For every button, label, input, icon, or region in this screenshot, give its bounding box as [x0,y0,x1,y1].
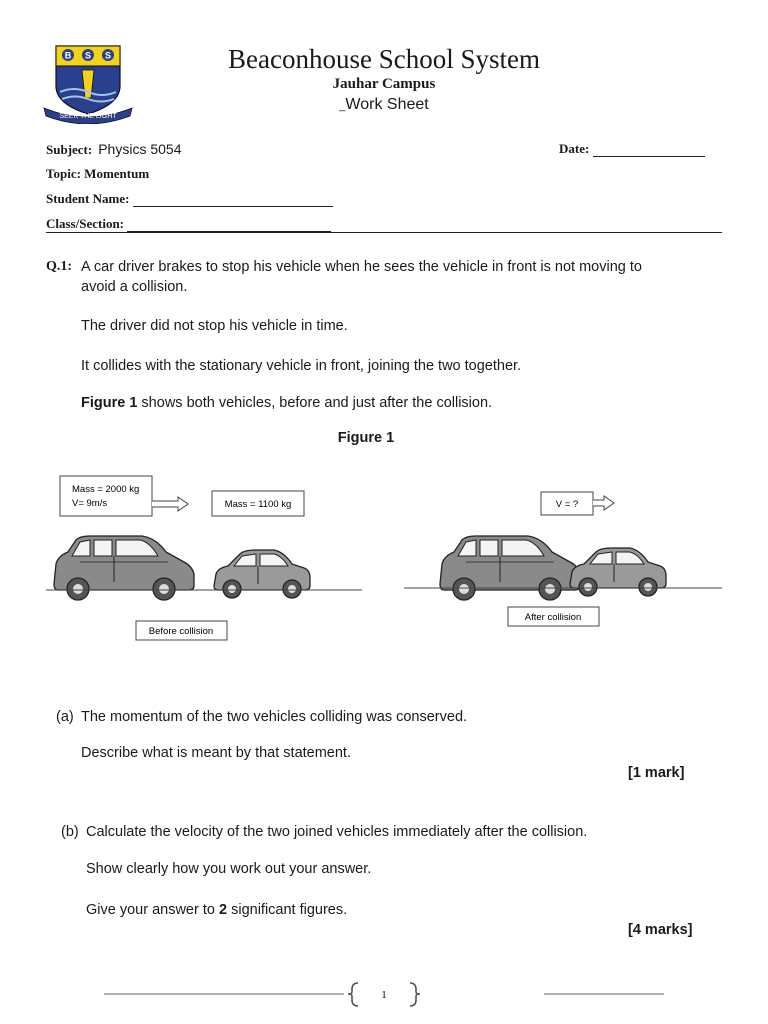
part-a-label: (a) [56,709,74,725]
part-b-marks: [4 marks] [628,922,693,938]
page-number: 1 [381,989,387,1001]
subject-value: Physics 5054 [98,141,182,157]
figure-reference: Figure 1 [81,395,138,411]
class-section-field [46,216,331,232]
student-name-blank[interactable] [133,192,333,207]
velocity-unknown-label: V = ? [555,499,579,510]
logo-letter-1: B [64,50,72,61]
collision-figure [0,460,768,650]
question-para-3: It collides with the stationary vehicle in front, joining the two together. [81,358,522,374]
question-para-4-text: shows both vehicles, before and just after the collision. [137,395,493,411]
question-para-2: The driver did not stop his vehicle in time. [81,318,348,334]
school-name: Beaconhouse School System [228,44,540,74]
student-name-field [46,191,333,207]
mpv-car-after [440,536,580,600]
arrow-right-icon [152,497,188,511]
date-label: Date: [559,141,590,156]
part-b-line-3 [86,902,347,918]
mass-1100-label: Mass = 1100 kg [224,499,292,510]
part-b-line-2: Show clearly how you work out your answer. [86,861,372,877]
part-b-line-3a: Give your answer to [86,902,219,918]
arrow-right-icon [593,496,614,510]
figure-title: Figure 1 [337,430,395,446]
header-divider [46,232,722,233]
part-a-line-1: The momentum of the two vehicles colliding was conserved. [81,709,468,725]
class-section-label: Class/Section: [46,216,124,231]
part-b-line-1: Calculate the velocity of the two joined vehicles immediately after the collision. [86,824,588,840]
date-blank[interactable] [593,142,705,157]
date-field [559,141,705,157]
before-collision-label: Before collision [148,626,214,637]
worksheet-title: _Work Sheet [339,96,429,113]
question-line-1: A car driver brakes to stop his vehicle when he sees the vehicle in front is not moving to [81,259,642,275]
logo-motto: SEEK THE LIGHT [59,113,117,120]
hatchback-car-after [570,548,666,596]
hatchback-car-before [214,550,310,598]
part-b-label: (b) [61,824,79,840]
topic-label: Topic: Momentum [46,166,150,181]
after-collision-label: After collision [524,612,582,623]
page-footer [104,980,664,1010]
part-a-marks: [1 mark] [628,765,685,781]
subject-label: Subject: [46,142,93,157]
question-para-4 [81,395,492,411]
student-name-label: Student Name: [46,191,130,206]
logo-letter-3: S [104,50,112,61]
mass-2000-label: Mass = 2000 kg [72,484,140,495]
campus-name: Jauhar Campus [332,76,436,92]
class-section-blank[interactable] [127,217,331,232]
question-line-2: avoid a collision. [81,279,188,295]
part-a-line-2: Describe what is meant by that statement. [81,745,351,761]
subject-field [46,141,182,158]
part-b-line-3b: significant figures. [227,902,348,918]
worksheet-title-text: Work Sheet [345,96,429,113]
school-logo [42,42,134,124]
logo-letter-2: S [84,50,92,61]
velocity-9-label: V= 9m/s [72,498,108,509]
part-b-line-3-bold: 2 [218,902,228,918]
question-number: Q.1: [46,259,73,274]
